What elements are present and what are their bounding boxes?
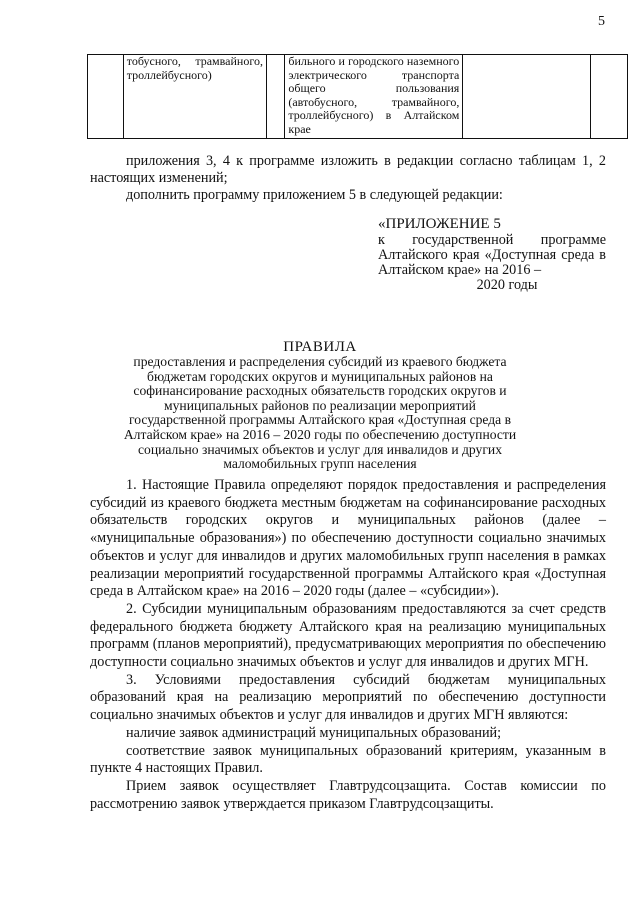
appendix-header xyxy=(378,216,606,293)
table-cell xyxy=(463,55,591,139)
table-cell-transport-type: тобусного, трамвайного, троллейбусного) xyxy=(123,55,266,139)
table-cell xyxy=(88,55,124,139)
rules-title: ПРАВИЛА xyxy=(283,339,357,355)
body-paragraph: 1. Настоящие Правила определяют порядок предоставления и распределения субсидий из краевого бюджета местным бюджетам на софинансирование расходных обязательств городских округов и муниципальных районов (далее – «муниципальные образования») по обеспечению доступности социально значимых объектов и услуг для инвалидов и других маломобильных групп населения в рамках реализации мероприятий государственной программы Алтайского края «Доступная среда в Алтайском крае» на 2016 – 2020 годы (далее – «субсидии»). xyxy=(90,477,606,600)
body-paragraph: 2. Субсидии муниципальным образованиям предоставляются за счет средств федерального бюджета бюджету Алтайского края на реализацию муниципальных программ (планов мероприятий), предусматривающих мероприятия по обеспечению доступности социально значимых объектов и услуг для инвалидов и других МГН. xyxy=(90,600,606,671)
body-paragraph: наличие заявок администраций муниципальных образований; xyxy=(126,724,502,741)
rules-subtitle: предоставления и распределения субсидий из краевого бюджета бюджетам городских округов и муниципальных районов на софинансирование расходных обязательств городских округов и муниципальных районов по реализации мероприятий государственной программы Алтайского края «Доступная среда в Алтайском крае» на 2016 – 2020 годы по обеспечению доступности социально значимых объектов и услуг для инвалидов и других маломобильных групп населения xyxy=(123,354,517,472)
page-number: 5 xyxy=(598,14,605,29)
table-cell-indicator: бильного и городского наземного электрического транспорта общего пользования (автобусного, трамвайного, троллейбусного) в Алтайском крае xyxy=(285,55,463,139)
appendix-text: к государственной программе Алтайского края «Доступная среда в Алтайском крае» на 2016 – xyxy=(378,232,606,278)
continued-table xyxy=(87,54,628,139)
body-paragraph: 3. Условиями предоставления субсидий бюджетам муниципальных образований края на реализацию мероприятий по обеспечению доступности социально значимых объектов и услуг для инвалидов и других МГН являются: xyxy=(90,671,606,724)
body-paragraph: соответствие заявок муниципальных образований критериям, указанным в пункте 4 настоящих Правил. xyxy=(90,742,606,777)
appendix-text-end: 2020 годы xyxy=(476,277,538,293)
document-body xyxy=(90,477,606,813)
table-cell xyxy=(266,55,284,139)
appendix-heading: «ПРИЛОЖЕНИЕ 5 xyxy=(378,216,501,232)
body-paragraph: Прием заявок осуществляет Главтрудсоцзащита. Состав комиссии по рассмотрению заявок утверждается приказом Главтрудсоцзащиты. xyxy=(90,777,606,812)
table-cell xyxy=(591,55,628,139)
intro-paragraph: дополнить программу приложением 5 в следующей редакции: xyxy=(126,187,503,203)
table-row xyxy=(88,55,628,139)
intro-paragraph: приложения 3, 4 к программе изложить в редакции согласно таблицам 1, 2 настоящих изменений; xyxy=(90,153,606,186)
